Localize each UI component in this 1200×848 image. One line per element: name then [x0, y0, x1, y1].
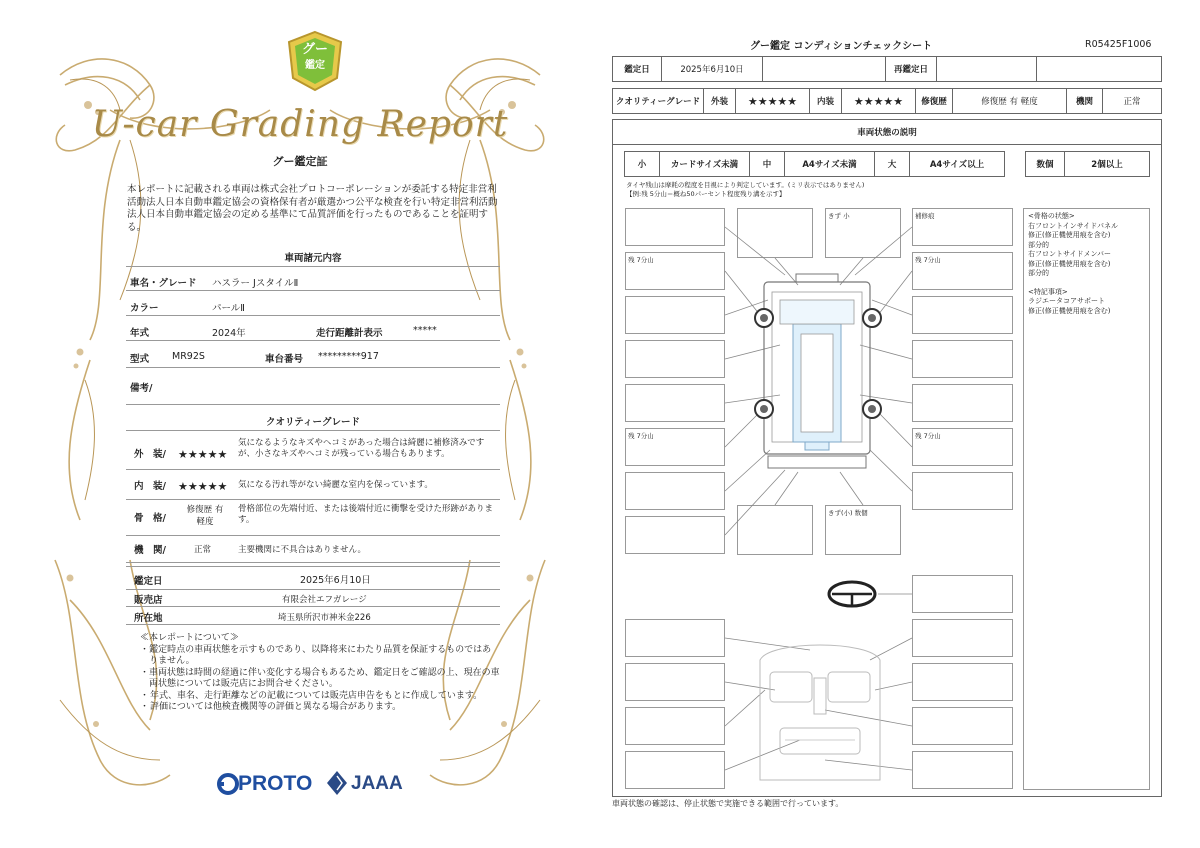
special-item: ラジエータコアサポート	[1028, 297, 1105, 305]
quality-desc: 気になる汚れ等がない綺麗な室内を保っています。	[238, 480, 433, 490]
note-box-rear: きず(小) 数個	[825, 505, 901, 555]
spec-label: 年式	[130, 328, 150, 339]
condition-title: 車両状態の説明	[612, 119, 1162, 145]
notes-title: ≪本レポートについて≫	[140, 633, 239, 643]
date-label-cell: 鑑定日	[612, 56, 662, 82]
report-notes	[140, 633, 500, 714]
spec-row-remarks	[126, 370, 500, 405]
quality-desc: 気になるようなキズやヘコミがあった場合は綺麗に補修済みですが、小さなキズやヘコミが残っている場合もあります。	[238, 438, 485, 459]
quality-label: 内 装/	[134, 481, 166, 492]
vehicle-diagram	[600, 0, 1200, 848]
legend-count-desc: 2個以上	[1064, 151, 1150, 177]
note-item: ・ 評価については他検査機関等の評価と異なる場合があります。	[140, 702, 402, 712]
dealer-name: 有限会社エフガレージ	[282, 595, 367, 605]
quality-label: 骨 格/	[134, 513, 166, 524]
badge-top-text: グー	[301, 42, 328, 57]
quality-row-exterior	[126, 432, 500, 470]
proto-logo-icon	[216, 772, 240, 796]
spec-row-model	[126, 343, 500, 368]
quality-label: 機 関/	[134, 545, 166, 556]
legend-large: 大	[874, 151, 910, 177]
quality-grade: 修復歴 有 軽度	[186, 505, 224, 527]
dealer-row	[126, 589, 500, 607]
proto-logo-text: PROTO	[238, 772, 313, 795]
quality-desc: 骨格部位の先端付近、または後端付近に衝撃を受けた形跡があります。	[238, 504, 494, 525]
tire-box-front-left: 残 7分山	[625, 252, 725, 290]
frame-item: 部分的	[1028, 269, 1049, 277]
spec-value: パールⅡ	[212, 303, 245, 314]
certificate-title: グー鑑定証	[272, 155, 328, 168]
spec-value: *****	[413, 325, 437, 336]
spec-label: 車名・グレード	[130, 278, 197, 289]
engine-value-cell: 正常	[1102, 88, 1162, 114]
spec-label: 備考/	[130, 383, 153, 394]
interior-grade-cell: ★★★★★	[841, 88, 916, 114]
spec-value: *********917	[318, 351, 379, 362]
badge-bottom-text: 鑑定	[305, 60, 325, 71]
certificate-text: 本レポートに記載される車両は株式会社プロトコーポレーションが委託する特定非営利活動法人日本自動車鑑定協会の資格保有者が厳選かつ公平な検査を行い特定非営利活動法人日本自動車鑑定協会の定める基準にて品質評価を行ったものであることを証明する。	[127, 184, 498, 233]
inspection-date: 2025年6月10日	[300, 575, 371, 586]
report-title: U-car Grading Report	[91, 104, 509, 145]
document-id: R05425F1006	[1085, 39, 1152, 50]
quality-desc: 主要機関に不具合はありません。	[238, 545, 367, 555]
repair-label-cell: 修復歴	[915, 88, 953, 114]
engine-label-cell: 機関	[1066, 88, 1103, 114]
tire-box-rear-left: 残 7分山	[625, 428, 725, 466]
quality-title: クオリティーグレード	[265, 417, 361, 428]
spec-row-color	[126, 293, 500, 316]
tire-note: タイヤ残山は摩耗の程度を目視により判定しています。(ミリ表示ではありません)	[626, 181, 865, 189]
specs-title: 車両諸元内容	[284, 253, 342, 264]
date-value-cell: 2025年6月10日	[661, 56, 763, 82]
spec-row-year	[126, 318, 500, 341]
exterior-grade-cell: ★★★★★	[735, 88, 810, 114]
legend-large-desc: A4サイズ以上	[909, 151, 1005, 177]
special-title: <特記事項>	[1028, 287, 1068, 296]
spec-row-name	[126, 268, 500, 291]
note-box-repair: 補修痕	[912, 208, 1013, 246]
exterior-label-cell: 外装	[703, 88, 736, 114]
spec-value: ハスラー JスタイルⅡ	[212, 278, 299, 289]
address-row	[126, 607, 500, 625]
spec-label: 車台番号	[265, 354, 304, 365]
inspection-label: 鑑定日	[134, 576, 163, 587]
tire-box-front-right: 残 7分山	[912, 252, 1013, 290]
divider	[126, 266, 500, 267]
frame-item: 修正(修正機使用痕を含む)	[1028, 231, 1111, 239]
jaaa-logo-text: JAAA	[351, 773, 403, 794]
jaaa-logo-icon	[326, 770, 348, 796]
quality-grade: ★★★★★	[178, 448, 228, 461]
quality-label: 外 装/	[134, 449, 166, 460]
quality-grade: ★★★★★	[178, 480, 228, 493]
frame-title: <骨格の状態>	[1028, 212, 1075, 220]
note-item: ・ 年式、車名、走行距離などの記載については販売店申告をもとに作成しています。	[140, 690, 483, 701]
dealer-address: 埼玉県所沢市神米金226	[278, 613, 371, 623]
frame-item: 修正(修正機使用痕を含む)	[1028, 259, 1111, 268]
quality-row-engine	[126, 538, 500, 563]
inspection-label: 販売店	[134, 595, 163, 606]
spec-value: 2024年	[212, 328, 246, 339]
tire-box-rear-right: 残 7分山	[912, 428, 1013, 466]
quality-row-interior	[126, 472, 500, 500]
quality-row-frame	[126, 502, 500, 536]
spec-label: 走行距離計表示	[316, 328, 383, 339]
note-item: ・ 鑑定時点の車両状態を示すものであり、以降将来にわたり品質を保証するものではありません。	[140, 644, 492, 666]
reinspection-label-cell: 再鑑定日	[885, 56, 937, 82]
repair-value-cell: 修復歴 有 軽度	[952, 88, 1067, 114]
frame-item: 右フロントサイドメンバー	[1028, 250, 1111, 258]
frame-item: 部分的	[1028, 240, 1049, 249]
legend-small: 小	[624, 151, 660, 177]
special-item: 修正(修正機使用痕を含む)	[1028, 306, 1111, 315]
note-item: ・ 車両状態は時間の経過に伴い変化する場合もあるため、鑑定日をご確認の上、現在の車両状態については販売店にお問合せください。	[140, 667, 500, 689]
frame-item: 右フロントインサイドパネル	[1028, 221, 1119, 230]
quality-grade: 正常	[194, 545, 212, 555]
legend-medium: 中	[749, 151, 785, 177]
divider	[126, 430, 500, 431]
note-box-front: きず 小	[825, 208, 901, 258]
sheet-footer: 車両状態の確認は、停止状態で実施できる範囲で行っています。	[612, 799, 844, 808]
legend-count: 数個	[1025, 151, 1065, 177]
spec-label: 型式	[130, 354, 150, 365]
spec-label: カラー	[130, 303, 159, 314]
inspection-date-row	[126, 566, 500, 590]
condition-check-sheet-page	[600, 0, 1200, 848]
spec-value: MR92S	[172, 351, 205, 362]
legend-medium-desc: A4サイズ未満	[784, 151, 875, 177]
interior-label-cell: 内装	[809, 88, 842, 114]
legend-small-desc: カードサイズ未満	[659, 151, 750, 177]
inspection-label: 所在地	[134, 613, 163, 624]
tire-example: 【例:残 5分山＝概ね50パーセント程度残り溝を示す】	[626, 190, 786, 198]
quality-grade-label-cell: クオリティーグレード	[612, 88, 704, 114]
sheet-title: グー鑑定 コンディションチェックシート	[750, 41, 933, 52]
